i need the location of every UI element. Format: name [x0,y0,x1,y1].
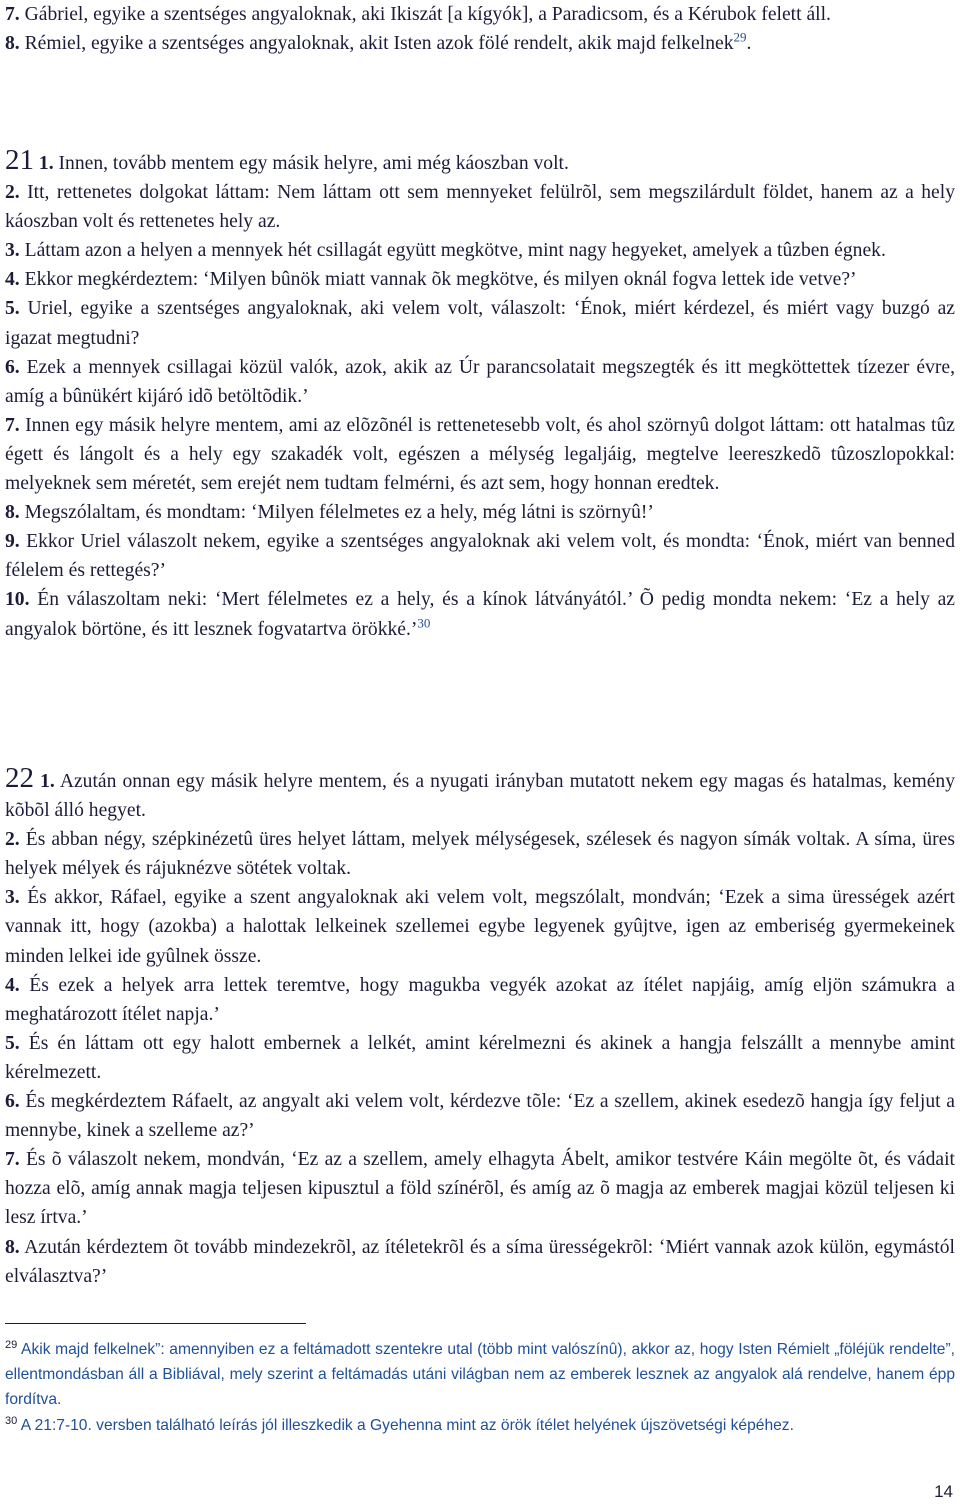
verse-number: 3. [5,240,20,262]
footnote-mark: 29 [5,1338,18,1351]
footnote-text: A 21:7-10. versben található leírás jól illeszkedik a Gyehenna mint az örök ítélet helyének újszövetségi képéhez. [17,1417,794,1434]
chapter-20-ending [5,0,955,58]
footnote-mark: 30 [5,1414,18,1427]
chapter-number: 22 [5,762,34,794]
verse-number: 7. [5,414,20,436]
chapter-21 [5,146,955,644]
verse-number: 6. [5,356,20,378]
verse-text: Azután onnan egy másik helyre mentem, és a nyugati irányban mutatott nekem egy magas és hatalmas, kemény kõbõl álló hegyet. [5,771,956,822]
verse-text: Uriel, egyike a szentséges angyaloknak, aki velem volt, válaszolt: ‘Énok, miért kérdezel, és miért vagy buzgó az igazat megtudni? [5,298,955,349]
verse-number: 2. [5,182,20,204]
verse-number: 1. [38,153,54,174]
verse-text: Azután kérdeztem õt tovább mindezekrõl, az ítéletekrõl és a síma ürességekrõl: ‘Miért vannak azok külön, egymástól elválasztva?’ [5,1236,955,1287]
verse-text: Megszólaltam, és mondtam: ‘Milyen félelmetes ez a hely, még látni is szörnyû!’ [19,502,654,524]
verse-text: Gábriel, egyike a szentséges angyaloknak, aki Ikiszát [a kígyók], a Paradicsom, és a Kérubok felett áll. [19,4,831,25]
verse-number: 4. [5,269,20,291]
chapter-number: 21 [5,144,34,176]
verse-number: 7. [5,4,20,25]
verse-text: Rémiel, egyike a szentséges angyaloknak, akit Isten azok fölé rendelt, akik majd felkelnek [19,33,734,55]
verse-number: 8. [5,1236,20,1258]
verse-text: Innen, tovább mentem egy másik helyre, ami még káoszban volt. [53,153,569,174]
footnote-ref-29[interactable]: 29 [733,29,747,45]
chapter-22 [5,764,955,1291]
footnote-text: Akik majd felkelnek”: amennyiben ez a feltámadott szentekre utal (több mint valószínû), akkor az, hogy Isten Rémielt „föléjük rendelte”, ellentmondásban áll a Bibliával, mely szerint a feltámadás utáni világban nem az emberek lesznek az angyalok alá rendelve, hanem épp fordítva. [5,1341,955,1408]
verse-text: Én válaszoltam neki: ‘Mert félelmetes ez a hely, és a kínok látványától.’ Õ pedig mondta nekem: ‘Ez a hely az angyalok börtöne, és itt lesznek fogvatartva örökké.’ [5,589,955,640]
verse-text: És abban négy, szépkinézetû üres helyet láttam, melyek mélységesek, szélesek és nagyon símák voltak. A síma, üres helyek mélyek és rájuknézve sötétek voltak. [5,829,955,880]
footnote-29 [5,1337,955,1412]
verse-number: 8. [5,33,20,55]
page-number: 14 [934,1482,953,1501]
verse-text: Ekkor megkérdeztem: ‘Milyen bûnök miatt vannak õk megkötve, és milyen oknál fogva lettek ide vetve?’ [19,269,857,291]
verse-number: 5. [5,298,20,320]
verse-number: 7. [5,1149,20,1171]
verse-number: 8. [5,502,20,524]
verse-text: És õ válaszolt nekem, mondván, ‘Ez az a szellem, amely elhagyta Ábelt, amikor testvére Káin megölte õt, és vádait hozza elõ, amíg annak magja teljesen kipusztul a föld színérõl, és amíg az õ magja az emberek magjai közül teljesen ki lesz írtva.’ [5,1149,955,1229]
verse-number: 9. [5,531,20,553]
verse-text: És én láttam ott egy halott embernek a lelkét, amint kérelmezni és akinek a hangja felszállt a mennybe amint kérelmezett. [5,1032,955,1083]
verse-number: 1. [40,771,55,792]
verse-number: 4. [5,974,20,996]
footnote-divider [5,1323,306,1324]
footnote-30 [5,1413,955,1438]
verse-text: Ekkor Uriel válaszolt nekem, egyike a szentséges angyaloknak aki velem volt, és mondta: ‘Énok, miért van benned félelem és rettegés?’ [5,531,955,582]
verse-text: És megkérdeztem Ráfaelt, az angyalt aki velem volt, kérdezve tõle: ‘Ez a szellem, akinek esedezõ hangja így feljut a mennybe, kinek a szelleme az?’ [5,1091,955,1142]
verse-number: 6. [5,1091,20,1113]
verse-text: Láttam azon a helyen a mennyek hét csillagát együtt megkötve, mint nagy hegyeket, amelyek a tûzben égnek. [19,240,886,262]
verse-text: Ezek a mennyek csillagai közül valók, azok, akik az Úr parancsolatait megszegték és itt megköttettek tízezer évre, amíg a bûnükért kijáró idõ betöltõdik.’ [5,356,955,407]
verse-number: 2. [5,829,20,851]
verse-text: És ezek a helyek arra lettek teremtve, hogy magukba vegyék azokat az ítélet napjáig, amíg eljön számukra a meghatározott ítélet napja.’ [5,974,955,1025]
verse-text-end: . [746,33,752,55]
verse-text: Innen egy másik helyre mentem, ami az elõzõnél is rettenetesebb volt, és ahol szörnyû dolgot láttam: ott hatalmas tûz égett és lángolt és a hely egy szakadék volt, egészen a mélység legaljáig, megtelve leereszkedõ tûzoszlopokkal: melyeknek sem méretét, sem erejét nem tudtam felmérni, és azt sem, hogy honnan eredtek. [5,414,955,495]
footnote-ref-30[interactable]: 30 [417,614,431,630]
verse-number: 3. [5,887,20,909]
verse-text: Itt, rettenetes dolgokat láttam: Nem láttam ott sem mennyeket felülrõl, sem megszilárdult földet, hanem az a hely káoszban volt és rettenetes hely az. [5,182,955,233]
verse-number: 5. [5,1032,20,1054]
verse-number: 10. [5,589,30,611]
verse-text: És akkor, Ráfael, egyike a szent angyaloknak aki velem volt, megszólalt, mondván; ‘Ezek a sima ürességek azért vannak itt, hogy (azokba) a halottak lelkeinek szellemei egybe legyenek gyûjtve, igen az emberiség gyermekeinek minden lelkei ide gyûlnek össze. [5,887,955,967]
